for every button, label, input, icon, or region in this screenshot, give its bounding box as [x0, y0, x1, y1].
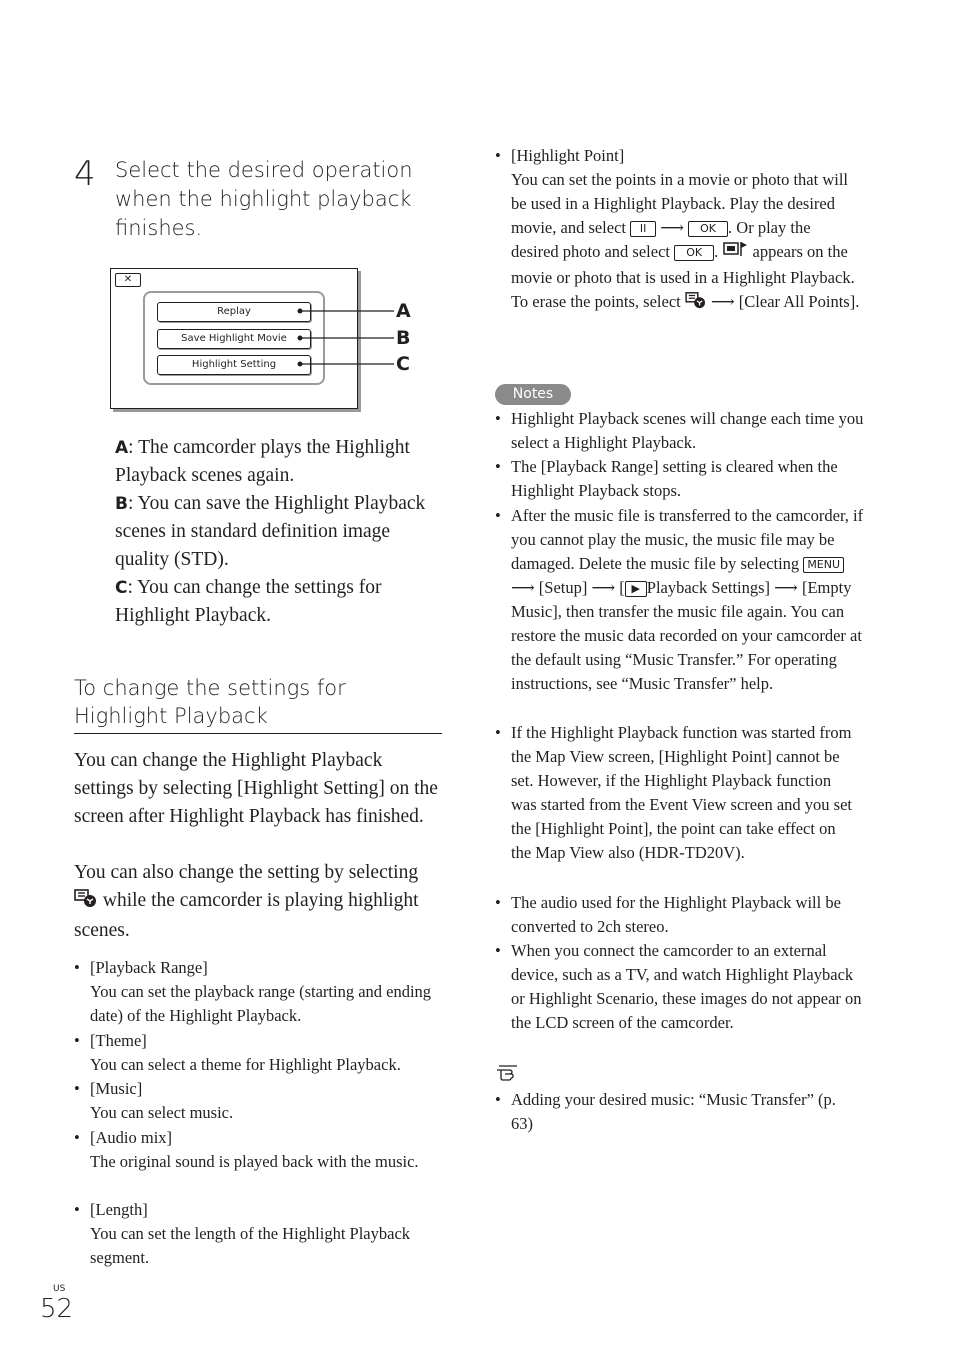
description-b: B: You can save the Highlight Playback scenes in standard definition image quality (STD).	[115, 493, 426, 570]
list-item: • [Theme] You can select a theme for Highlight Playback.	[74, 1031, 401, 1074]
playback-icon: ▶	[625, 581, 647, 597]
ok-button: OK	[674, 245, 714, 261]
arrow-right-icon: ⟶	[711, 292, 735, 311]
tip-item: • Adding your desired music: “Music Transfer” (p. 63)	[495, 1090, 836, 1133]
note-item: • The [Playback Range] setting is cleared when the Highlight Playback stops.	[495, 457, 838, 500]
close-button[interactable]: ✕	[115, 273, 141, 287]
section-paragraph-2: You can also change the setting by selecting while the camcorder is playing highlight scenes.	[74, 862, 419, 941]
arrow-right-icon: ⟶	[591, 578, 616, 597]
page-region: US	[53, 1284, 66, 1294]
list-item: • [Playback Range] You can set the playback range (starting and ending date) of the Highlight Playback.	[74, 958, 432, 1025]
arrow-right-icon: ⟶	[660, 218, 684, 237]
ok-button: OK	[688, 221, 728, 237]
note-item: • After the music file is transferred to the camcorder, if you cannot play the music, the music file may be damaged. Delete the music file by selecting MENU ⟶ [Setup] ⟶ [ ▶ Playback Settings] ⟶ [Empty Music], then transfer the music file again. You can restore the music data recorded on your camcorder at the default using “Music Transfer.” For operating instructions, see “Music Transfer” help.	[495, 506, 864, 693]
callout-lines	[290, 300, 400, 380]
list-item: • [Length] You can set the length of the Highlight Playback segment.	[74, 1200, 411, 1267]
callout-b: B	[396, 327, 411, 349]
description-c: C: You can change the settings for Highlight Playback.	[115, 577, 382, 626]
step-number: 4	[74, 154, 96, 194]
list-item: • [Music] You can select music.	[74, 1079, 234, 1122]
note-item: • When you connect the camcorder to an external device, such as a TV, and watch Highlight Playback or Highlight Scenario, these images do not appear on the LCD screen of the camcorder.	[495, 941, 862, 1032]
step-instruction: Select the desired operation when the highlight playback finishes.	[115, 158, 413, 240]
callout-a: A	[396, 300, 411, 322]
pointing-hand-icon	[495, 1062, 521, 1087]
save-highlight-movie-button[interactable]: Save Highlight Movie	[157, 329, 311, 349]
list-item: • [Audio mix] The original sound is played back with the music.	[74, 1128, 419, 1171]
highlight-setting-button[interactable]: Highlight Setting	[157, 355, 311, 375]
note-item: • Highlight Playback scenes will change each time you select a Highlight Playback.	[495, 409, 864, 452]
page-number: 52	[40, 1294, 74, 1324]
section-title: To change the settings for Highlight Playback	[74, 674, 442, 734]
description-a: A: The camcorder plays the Highlight Playback scenes again.	[115, 437, 410, 486]
highlight-setting-icon	[74, 888, 98, 917]
highlight-point-item: • [Highlight Point] You can set the points in a movie or photo that will be used in a Highlight Playback. Play the desired movie, and select II ⟶ OK . Or play the desired photo and select OK . appears on the movie or photo that is used in a Highlight Playback. To erase the points, select ⟶ [Clear All Points].	[511, 144, 861, 316]
replay-button[interactable]: Replay	[157, 302, 311, 322]
notes-badge: Notes	[495, 384, 571, 405]
note-item: • If the Highlight Playback function was started from the Map View screen, [Highlight Point] cannot be set. However, if the Highlight Playback function was started from the Event View screen and you set the [Highlight Point], the point can take effect on the Map View also (HDR-TD20V).	[495, 723, 852, 862]
arrow-right-icon: ⟶	[511, 578, 535, 597]
note-item: • The audio used for the Highlight Playback will be converted to 2ch stereo.	[495, 893, 841, 936]
section-paragraph-1: You can change the Highlight Playback settings by selecting [Highlight Setting] on the screen after Highlight Playback has finished.	[74, 750, 438, 827]
pause-button-icon: II	[630, 221, 656, 237]
callout-c: C	[396, 353, 410, 375]
arrow-right-icon: ⟶	[774, 578, 798, 597]
highlight-point-icon	[722, 241, 748, 266]
menu-button: MENU	[803, 557, 844, 573]
highlight-setting-icon	[685, 291, 707, 316]
